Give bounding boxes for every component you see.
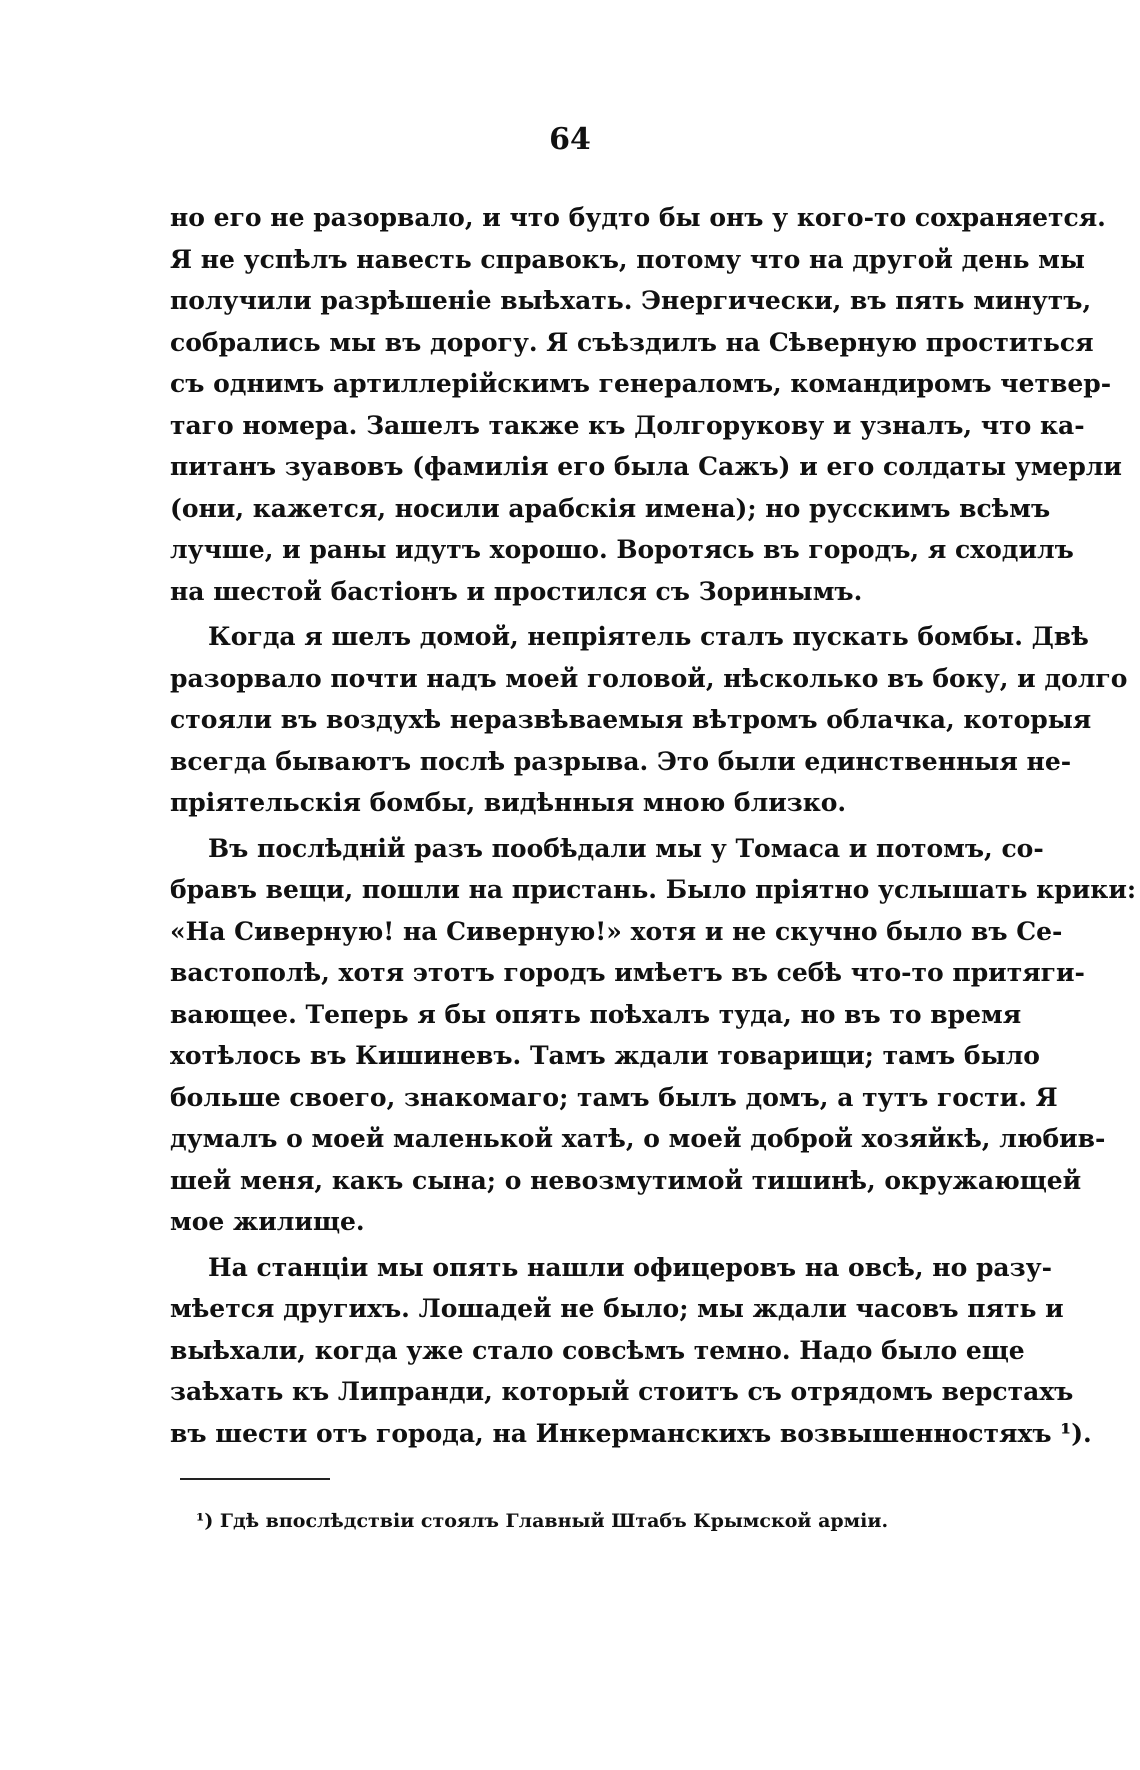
text-line: пріятельскія бомбы, видѣнныя мною близко. <box>170 788 847 817</box>
text-line: Когда я шелъ домой, непріятель сталъ пускать бомбы. Двѣ <box>208 622 1089 651</box>
text-line: вастополѣ, хотя этотъ городъ имѣетъ въ себѣ что-то притяги- <box>170 958 1085 987</box>
text-line: разорвало почти надъ моей головой, нѣсколько въ боку, и долго <box>170 663 1128 693</box>
footnote-divider <box>180 1478 330 1480</box>
text-line: питанъ зуавовъ (фамилія его была Сажъ) и его солдаты умерли <box>170 452 1122 481</box>
text-line: собрались мы въ дорогу. Я съѣздилъ на Сѣверную проститься <box>170 327 1094 357</box>
text-line: выѣхали, когда уже стало совсѣмъ темно. Надо было еще <box>170 1335 1025 1365</box>
text-line: думалъ о моей маленькой хатѣ, о моей доброй хозяйкѣ, любив- <box>170 1124 1106 1153</box>
paragraph <box>170 1247 1092 1455</box>
text-line: «На Сиверную! на Сиверную!» хотя и не скучно было въ Се- <box>170 916 1063 946</box>
paragraph <box>170 828 1137 1243</box>
footnote: ¹) Гдѣ впослѣдствіи стоялъ Главный Штабъ Крымской арміи. <box>196 1510 889 1532</box>
body-text <box>170 197 1137 1458</box>
text-line: (они, кажется, носили арабскія имена); но русскимъ всѣмъ <box>170 493 1051 523</box>
text-line: съ однимъ артиллерійскимъ генераломъ, командиромъ четвер- <box>170 369 1112 398</box>
text-line: стояли въ воздухѣ неразвѣваемыя вѣтромъ облачка, которыя <box>170 705 1092 734</box>
text-line: на шестой бастіонъ и простился съ Зоринымъ. <box>170 576 863 606</box>
text-line: получили разрѣшеніе выѣхать. Энергически, въ пять минутъ, <box>170 286 1092 315</box>
text-line: Я не успѣлъ навесть справокъ, потому что на другой день мы <box>170 244 1085 274</box>
text-line: мѣется другихъ. Лошадей не было; мы ждали часовъ пять и <box>170 1294 1064 1323</box>
page-number: 64 <box>549 122 591 157</box>
text-line: вающее. Теперь я бы опять поѣхалъ туда, но въ то время <box>170 999 1022 1029</box>
text-line: бравъ вещи, пошли на пристань. Было пріятно услышать крики: <box>170 875 1137 904</box>
text-line: таго номера. Зашелъ также къ Долгорукову и узналъ, что ка- <box>170 410 1085 440</box>
text-line: въ шести отъ города, на Инкерманскихъ возвышенностяхъ ¹). <box>170 1418 1092 1448</box>
text-line: всегда бываютъ послѣ разрыва. Это были единственныя не- <box>170 746 1072 776</box>
text-line: шей меня, какъ сына; о невозмутимой тишинѣ, окружающей <box>170 1165 1082 1195</box>
text-line: Въ послѣдній разъ пообѣдали мы у Томаса и потомъ, со- <box>208 833 1044 863</box>
paragraph <box>170 616 1128 824</box>
text-line: На станціи мы опять нашли офицеровъ на овсѣ, но разу- <box>208 1252 1052 1282</box>
text-line: мое жилище. <box>170 1207 365 1236</box>
text-line: заѣхать къ Липранди, который стоитъ съ отрядомъ верстахъ <box>170 1377 1074 1406</box>
text-line: лучше, и раны идутъ хорошо. Воротясь въ городъ, я сходилъ <box>170 535 1074 564</box>
paragraph <box>170 197 1122 612</box>
text-line: хотѣлось въ Кишиневъ. Тамъ ждали товарищи; тамъ было <box>170 1041 1040 1070</box>
text-line: больше своего, знакомаго; тамъ былъ домъ, а тутъ гости. Я <box>170 1082 1058 1112</box>
text-line: но его не разорвало, и что будто бы онъ у кого-то сохраняется. <box>170 203 1106 232</box>
